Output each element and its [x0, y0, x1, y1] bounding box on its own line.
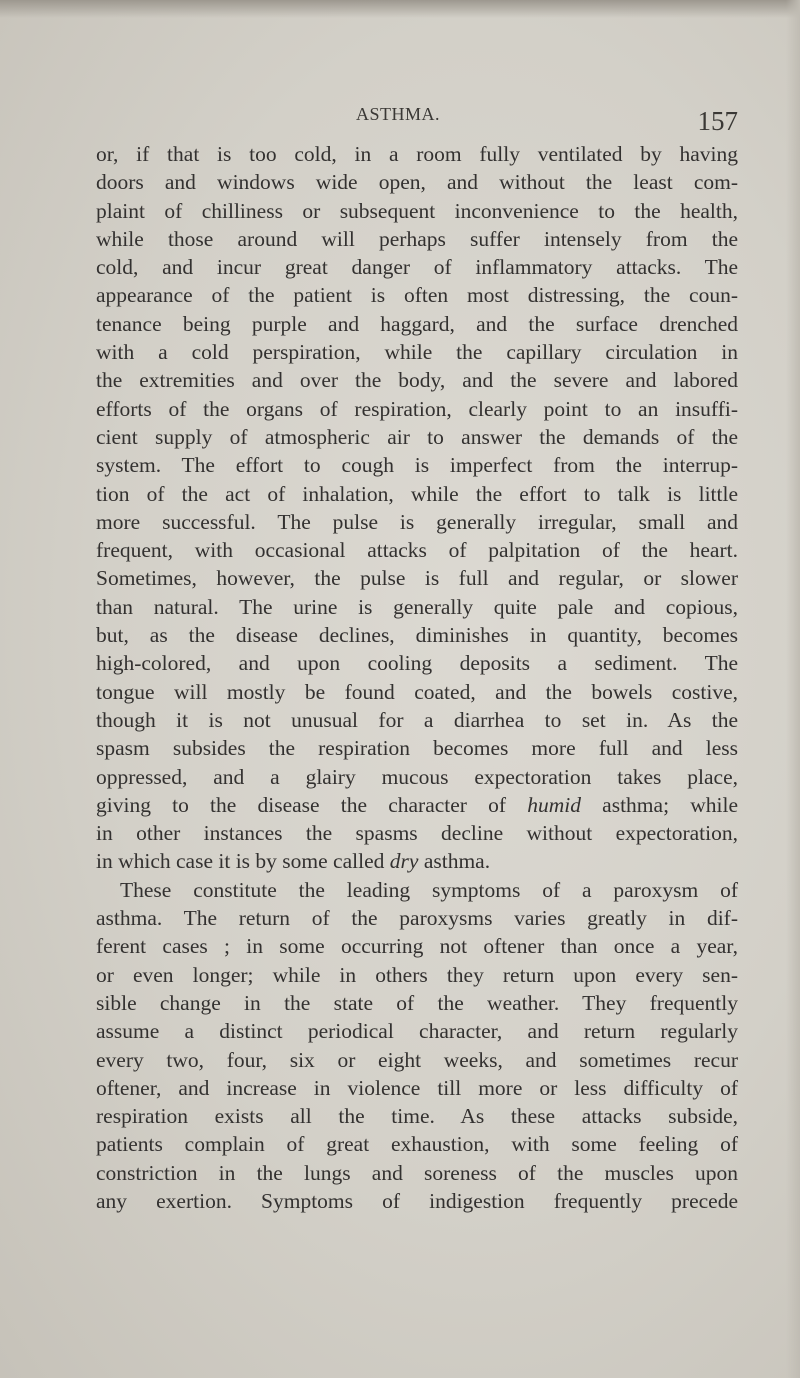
text-line: though it is not unusual for a diarrhea to set in. As the [96, 707, 738, 732]
text-line: efforts of the organs of respiration, clearly point to an insuffi- [96, 396, 738, 421]
paragraph-1 [96, 140, 738, 876]
text-line: tongue will mostly be found coated, and the bowels costive, [96, 679, 738, 704]
text-line: respiration exists all the time. As these attacks subside, [96, 1104, 738, 1129]
text-line: or even longer; while in others they return upon every sen- [96, 962, 738, 987]
text-line: in other instances the spasms decline without expectoration, [96, 821, 738, 846]
text-line: cient supply of atmospheric air to answer the demands of the [96, 424, 738, 449]
text-line: constriction in the lungs and soreness of the muscles upon [96, 1160, 738, 1185]
text-line: more successful. The pulse is generally irregular, small and [96, 509, 738, 534]
paragraph-2 [96, 876, 738, 1216]
text-line: while those around will perhaps suffer intensely from the [96, 226, 738, 251]
page-header [96, 100, 738, 136]
text-line: frequent, with occasional attacks of palpitation of the heart. [96, 538, 738, 563]
text-line: the extremities and over the body, and the severe and labored [96, 368, 738, 393]
text-line: oppressed, and a glairy mucous expectoration takes place, [96, 764, 738, 789]
running-head: ASTHMA. [356, 104, 441, 124]
text-line: spasm subsides the respiration becomes more full and less [96, 736, 738, 761]
text-line: than natural. The urine is generally quite pale and copious, [96, 594, 738, 619]
text-line: assume a distinct periodical character, and return regularly [96, 1019, 738, 1044]
text-line: patients complain of great exhaustion, with some feeling of [96, 1132, 738, 1157]
scan-shadow-top [0, 0, 800, 18]
text-line: sible change in the state of the weather. They frequently [96, 990, 738, 1015]
text-line: ferent cases ; in some occurring not oftener than once a year, [96, 934, 738, 959]
scan-shadow-right [786, 0, 800, 1378]
text-line: every two, four, six or eight weeks, and sometimes recur [96, 1047, 738, 1072]
text-line: or, if that is too cold, in a room fully ventilated by having [96, 142, 738, 166]
text-line: oftener, and increase in violence till more or less difficulty of [96, 1075, 738, 1100]
text-line: cold, and incur great danger of inflammatory attacks. The [96, 255, 738, 280]
text-line: system. The effort to cough is imperfect from the interrup- [96, 453, 738, 478]
text-line: but, as the disease declines, diminishes in quantity, becomes [96, 623, 738, 648]
text-line: giving to the disease the character of humid asthma; while [96, 792, 738, 817]
text-line: high-colored, and upon cooling deposits a sediment. The [96, 651, 738, 676]
text-line: plaint of chilliness or subsequent inconvenience to the health, [96, 198, 738, 223]
text-line: asthma. The return of the paroxysms varies greatly in dif- [96, 906, 738, 931]
text-line: tenance being purple and haggard, and the surface drenched [96, 311, 738, 336]
text-line: doors and windows wide open, and without the least com- [96, 170, 738, 195]
text-line: any exertion. Symptoms of indigestion frequently precede [96, 1188, 738, 1213]
text-line: Sometimes, however, the pulse is full and regular, or slower [96, 566, 738, 591]
text-line: with a cold perspiration, while the capillary circulation in [96, 340, 738, 365]
text-line: in which case it is by some called dry asthma. [96, 849, 491, 874]
text-line: tion of the act of inhalation, while the effort to talk is little [96, 481, 738, 506]
text-line: appearance of the patient is often most distressing, the coun- [96, 283, 738, 308]
page-number: 157 [697, 106, 738, 136]
body-text [96, 140, 738, 1215]
text-line: These constitute the leading symptoms of a paroxysm of [120, 877, 738, 902]
